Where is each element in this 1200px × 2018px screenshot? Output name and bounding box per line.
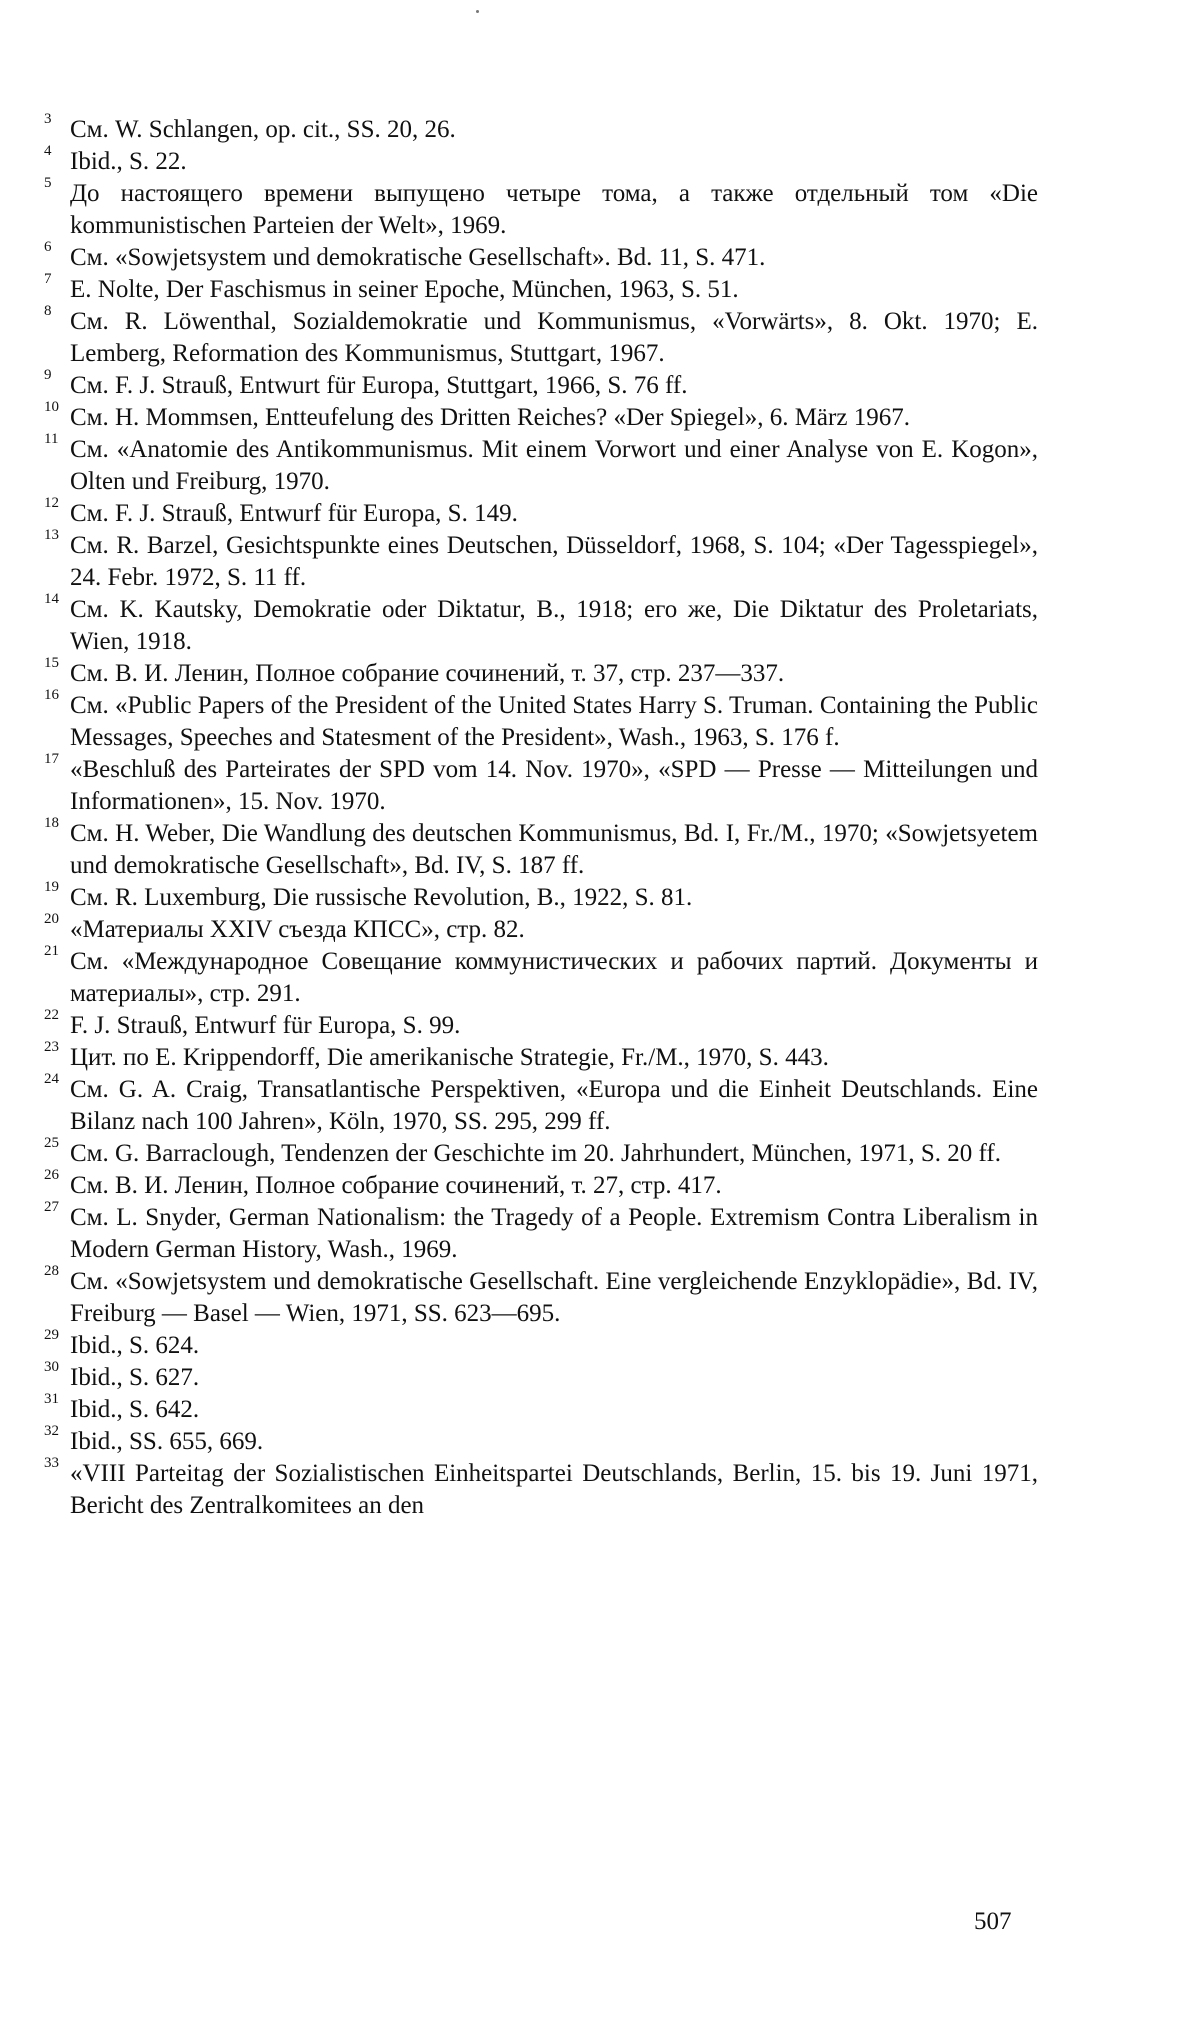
footnote-text: «Материалы XXIV съезда КПСС», стр. 82. <box>70 916 525 943</box>
footnote-text: См. «Public Papers of the President of the United States Harry S. Truman. Containing the Public Messages, Speeches and Statesment of the President», Wash., 1963, S. 176 f. <box>70 692 1038 751</box>
footnote <box>44 815 1038 882</box>
footnote-text: Ibid., S. 627. <box>70 1364 200 1391</box>
footnote-number: 5 <box>44 175 52 191</box>
page-number: 507 <box>974 1908 1012 1935</box>
footnote-text: Ibid., S. 624. <box>70 1332 200 1359</box>
footnote-text: См. L. Snyder, German Nationalism: the Tragedy of a People. Extremism Contra Liberalism in Modern German History, Wash., 1969. <box>70 1204 1038 1263</box>
footnote-number: 32 <box>44 1423 59 1439</box>
footnote <box>44 431 1038 498</box>
footnote-number: 12 <box>44 495 59 511</box>
footnote-text: См. K. Kautsky, Demokratie oder Diktatur, B., 1918; его же, Die Diktatur des Proletariats, Wien, 1918. <box>70 596 1038 655</box>
footnote-number: 33 <box>44 1455 59 1471</box>
footnote-text: Ibid., S. 642. <box>70 1396 200 1423</box>
footnote-text: «VIII Parteitag der Sozialistischen Einheitspartei Deutschlands, Berlin, 15. bis 19. Juni 1971, Bericht des Zentralkomitees an den <box>70 1460 1038 1519</box>
footnote-number: 4 <box>44 143 52 159</box>
footnote <box>44 1455 1038 1522</box>
footnote-number: 13 <box>44 527 59 543</box>
footnote-number: 16 <box>44 687 59 703</box>
footnote-number: 18 <box>44 815 59 831</box>
footnote-number: 27 <box>44 1199 59 1215</box>
footnote-number: 24 <box>44 1071 59 1087</box>
footnote <box>44 911 1038 946</box>
footnote <box>44 367 1038 402</box>
footnote-number: 3 <box>44 111 52 127</box>
footnote-number: 15 <box>44 655 59 671</box>
footnote-number: 11 <box>44 431 59 447</box>
footnote <box>44 751 1038 818</box>
footnote-text: См. R. Luxemburg, Die russische Revolution, B., 1922, S. 81. <box>70 884 693 911</box>
footnote <box>44 111 1038 146</box>
footnote-text: См. G. Barraclough, Tendenzen der Geschichte im 20. Jahrhundert, München, 1971, S. 20 ff. <box>70 1140 1001 1167</box>
footnote-text: См. В. И. Ленин, Полное собрание сочинений, т. 27, стр. 417. <box>70 1172 722 1199</box>
footnote <box>44 1263 1038 1330</box>
footnote <box>44 527 1038 594</box>
footnote <box>44 1007 1038 1042</box>
footnote <box>44 1167 1038 1202</box>
footnotes-column <box>44 111 1038 1522</box>
footnote <box>44 687 1038 754</box>
footnote-text: См. «Anatomie des Antikommunismus. Mit einem Vorwort und einer Analyse von E. Kogon», Olten und Freiburg, 1970. <box>70 436 1038 495</box>
footnote-number: 30 <box>44 1359 59 1375</box>
footnote-number: 26 <box>44 1167 59 1183</box>
footnote-text: См. F. J. Strauß, Entwurf für Europa, S. 149. <box>70 500 518 527</box>
footnote-text: До настоящего времени выпущено четыре тома, а также отдельный том «Die kommunistischen Parteien der Welt», 1969. <box>70 180 1038 239</box>
footnote-text: См. R. Barzel, Gesichtspunkte eines Deutschen, Düsseldorf, 1968, S. 104; «Der Tagesspiegel», 24. Febr. 1972, S. 11 ff. <box>70 532 1038 591</box>
footnote-number: 20 <box>44 911 59 927</box>
footnote <box>44 655 1038 690</box>
footnote-number: 31 <box>44 1391 59 1407</box>
footnote-number: 21 <box>44 943 59 959</box>
footnote-number: 9 <box>44 367 52 383</box>
footnote-number: 6 <box>44 239 52 255</box>
footnote-number: 23 <box>44 1039 59 1055</box>
footnote-number: 29 <box>44 1327 59 1343</box>
footnote-text: Ibid., S. 22. <box>70 148 187 175</box>
footnote <box>44 1423 1038 1458</box>
footnote <box>44 239 1038 274</box>
footnote <box>44 1039 1038 1074</box>
footnote <box>44 143 1038 178</box>
footnote-text: F. J. Strauß, Entwurf für Europa, S. 99. <box>70 1012 461 1039</box>
footnote <box>44 879 1038 914</box>
footnote <box>44 303 1038 370</box>
scan-speck <box>476 10 479 13</box>
footnote-text: См. G. A. Craig, Transatlantische Perspektiven, «Europa und die Einheit Deutschlands. Eine Bilanz nach 100 Jahren», Köln, 1970, SS. 295, 299 ff. <box>70 1076 1038 1135</box>
footnote-number: 17 <box>44 751 59 767</box>
footnote-text: См. В. И. Ленин, Полное собрание сочинений, т. 37, стр. 237—337. <box>70 660 785 687</box>
footnote-number: 14 <box>44 591 59 607</box>
footnote-text: Ibid., SS. 655, 669. <box>70 1428 264 1455</box>
footnote <box>44 1135 1038 1170</box>
footnote <box>44 1327 1038 1362</box>
footnote-text: См. «Международное Совещание коммунистических и рабочих партий. Документы и материалы», стр. 291. <box>70 948 1038 1007</box>
footnote <box>44 943 1038 1010</box>
footnote <box>44 399 1038 434</box>
footnote-number: 25 <box>44 1135 59 1151</box>
footnote <box>44 495 1038 530</box>
footnote-number: 28 <box>44 1263 59 1279</box>
footnote <box>44 271 1038 306</box>
footnote <box>44 1071 1038 1138</box>
footnote-text: E. Nolte, Der Faschismus in seiner Epoche, München, 1963, S. 51. <box>70 276 739 303</box>
footnote-number: 7 <box>44 271 52 287</box>
footnote-text: См. H. Weber, Die Wandlung des deutschen Kommunismus, Bd. I, Fr./M., 1970; «Sowjetsyetem und demokratische Gesellschaft», Bd. IV, S. 187 ff. <box>70 820 1038 879</box>
footnote-text: См. F. J. Strauß, Entwurt für Europa, Stuttgart, 1966, S. 76 ff. <box>70 372 688 399</box>
footnote-text: См. H. Mommsen, Entteufelung des Dritten Reiches? «Der Spiegel», 6. März 1967. <box>70 404 910 431</box>
footnote-text: См. «Sowjetsystem und demokratische Gesellschaft. Eine vergleichende Enzyklopädie», Bd. IV, Freiburg — Basel — Wien, 1971, SS. 623—695. <box>70 1268 1038 1327</box>
footnote-number: 8 <box>44 303 52 319</box>
footnote <box>44 175 1038 242</box>
footnote-text: См. «Sowjetsystem und demokratische Gesellschaft». Bd. 11, S. 471. <box>70 244 766 271</box>
footnote-number: 10 <box>44 399 59 415</box>
footnote-text: Цит. по E. Krippendorff, Die amerikanische Strategie, Fr./M., 1970, S. 443. <box>70 1044 829 1071</box>
footnote <box>44 1391 1038 1426</box>
footnote <box>44 1199 1038 1266</box>
footnote <box>44 1359 1038 1394</box>
footnote-text: См. R. Löwenthal, Sozialdemokratie und Kommunismus, «Vorwärts», 8. Okt. 1970; E. Lemberg, Reformation des Kommunismus, Stuttgart, 1967. <box>70 308 1038 367</box>
footnote <box>44 591 1038 658</box>
footnote-number: 22 <box>44 1007 59 1023</box>
footnote-number: 19 <box>44 879 59 895</box>
footnote-text: См. W. Schlangen, op. cit., SS. 20, 26. <box>70 116 456 143</box>
footnote-text: «Beschluß des Parteirates der SPD vom 14. Nov. 1970», «SPD — Presse — Mitteilungen und Informationen», 15. Nov. 1970. <box>70 756 1038 815</box>
